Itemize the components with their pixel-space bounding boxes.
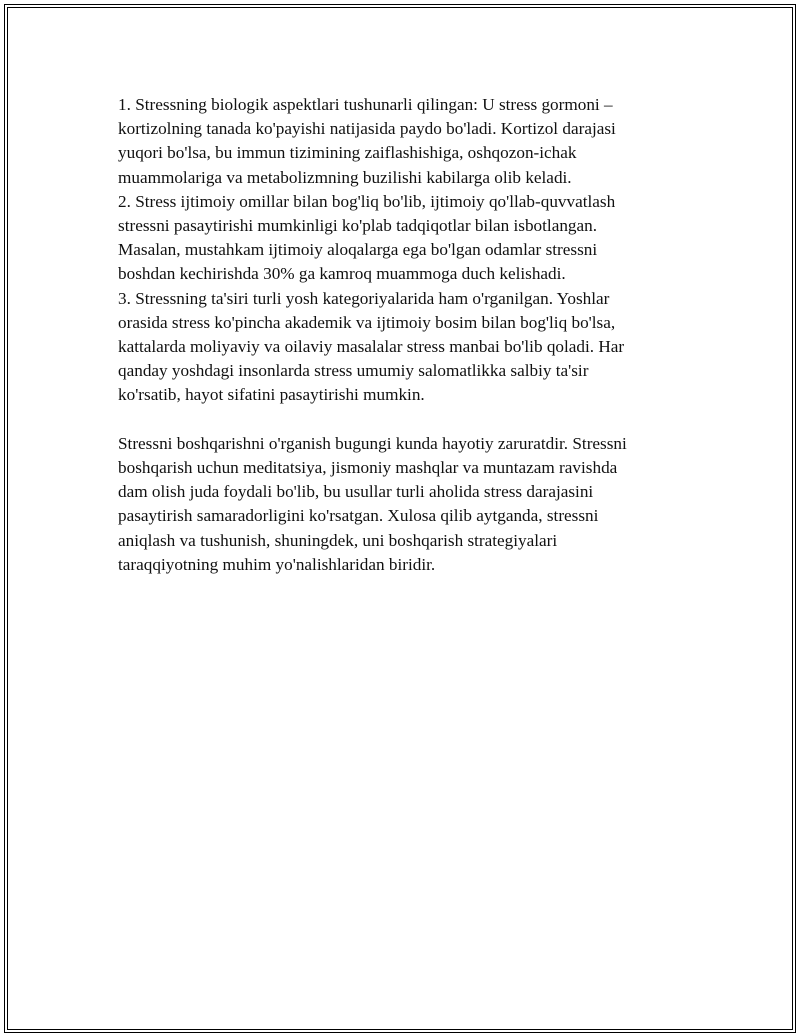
text-line: 1. Stressning biologik aspektlari tushunarli qilingan: U stress gormoni – [118, 95, 613, 114]
text-line: boshdan kechirishda 30% ga kamroq muammoga duch kelishadi. [118, 264, 566, 284]
text-line: pasaytirish samaradorligini ko'rsatgan. Xulosa qilib aytganda, stressni [118, 506, 599, 526]
text-line: kortizolning tanada ko'payishi natijasida paydo bo'ladi. Kortizol darajasi [118, 119, 616, 139]
document-body [118, 93, 688, 577]
text-line: 2. Stress ijtimoiy omillar bilan bog'liq bo'lib, ijtimoiy qo'llab-quvvatlash [118, 191, 616, 211]
text-line: ko'rsatib, hayot sifatini pasaytirishi mumkin. [118, 385, 425, 405]
text-line: aniqlash va tushunish, shuningdek, uni boshqarish strategiyalari [118, 530, 558, 550]
conclusion-paragraph [118, 432, 688, 577]
text-line: Masalan, mustahkam ijtimoiy aloqalarga ega bo'lgan odamlar stressni [118, 240, 598, 260]
numbered-findings [118, 93, 688, 408]
text-line: Stressni boshqarishni o'rganish bugungi kunda hayotiy zaruratdir. Stressni [118, 433, 627, 453]
text-line: 3. Stressning ta'siri turli yosh kategoriyalarida ham o'rganilgan. Yoshlar [118, 288, 610, 308]
text-line: boshqarish uchun meditatsiya, jismoniy mashqlar va muntazam ravishda [118, 458, 618, 478]
text-line: qanday yoshdagi insonlarda stress umumiy salomatlikka salbiy ta'sir [118, 361, 589, 381]
text-line: taraqqiyotning muhim yo'nalishlaridan biridir. [118, 554, 436, 574]
text-line: stressni pasaytirishi mumkinligi ko'plab tadqiqotlar bilan isbotlangan. [118, 216, 598, 236]
text-line: muammolariga va metabolizmning buzilishi kabilarga olib keladi. [118, 167, 572, 187]
text-line: dam olish juda foydali bo'lib, bu usullar turli aholida stress darajasini [118, 482, 594, 502]
text-line: orasida stress ko'pincha akademik va ijtimoiy bosim bilan bog'liq bo'lsa, [118, 312, 616, 332]
paragraph-gap [118, 408, 688, 432]
text-line: yuqori bo'lsa, bu immun tizimining zaiflashishiga, oshqozon-ichak [118, 143, 577, 163]
text-line: kattalarda moliyaviy va oilaviy masalalar stress manbai bo'lib qoladi. Har [118, 337, 625, 357]
